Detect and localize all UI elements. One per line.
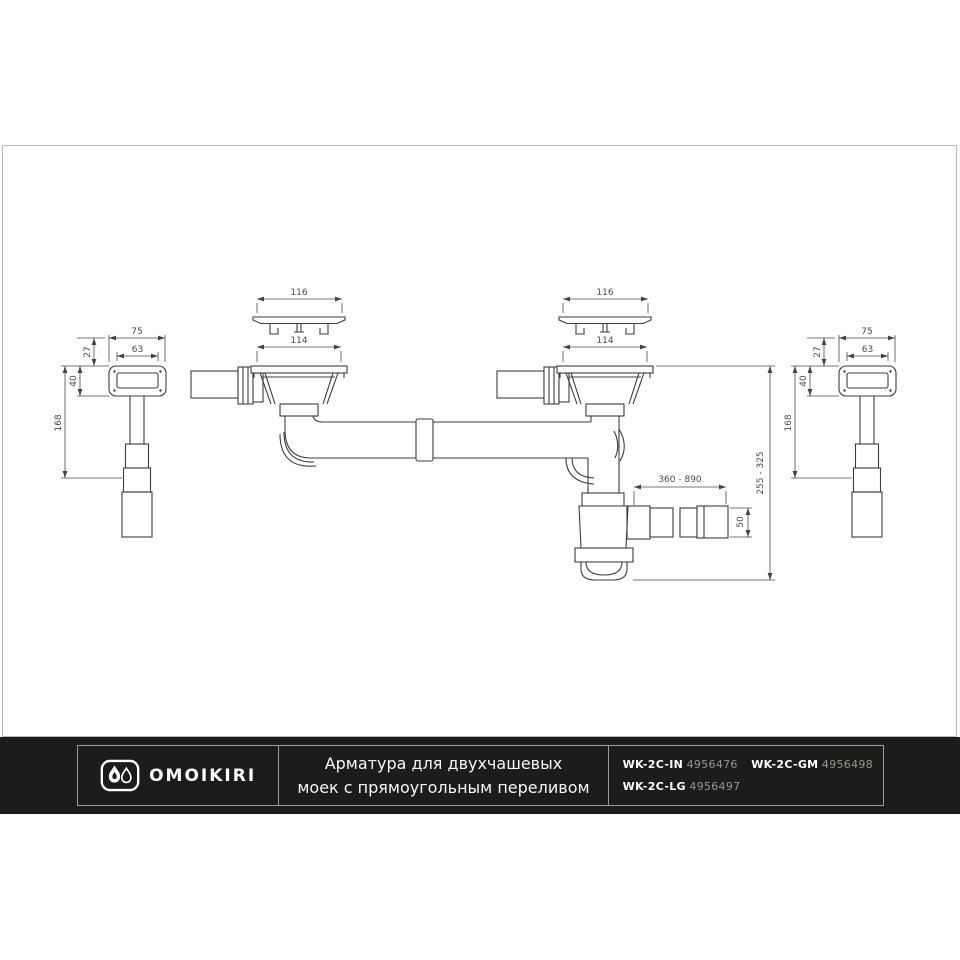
trap-outlet-nut [627, 506, 650, 539]
trap-body [579, 506, 628, 548]
pipe-union-nut [416, 419, 433, 461]
sku-number: 4956497 [689, 779, 741, 793]
dim-overflow-length: 168 [54, 414, 64, 432]
dim-overflow-inner-width: 63 [861, 345, 874, 355]
outlet-dimensions [633, 366, 775, 580]
product-title-line1: Арматура для двухчашевых [324, 753, 563, 773]
code-row-1 [623, 754, 883, 776]
trap-top-nut [582, 493, 624, 506]
dim-cover-diameter: 116 [596, 288, 614, 298]
dim-strainer-diameter: 114 [290, 336, 308, 346]
strainer-right-view [497, 288, 653, 493]
trap-bottom-nut [575, 548, 633, 562]
dim-trap-height: 255 - 325 [756, 451, 766, 495]
footer-box [77, 745, 884, 806]
sku-number: 4956476 [686, 757, 738, 771]
product-title [279, 746, 608, 805]
drain-assembly-diagram [3, 146, 956, 736]
right-tee-bend [566, 416, 624, 493]
dim-hose-diameter: 50 [736, 516, 746, 528]
trap-cup [581, 562, 627, 580]
technical-drawing-panel [2, 145, 957, 737]
dim-overflow-length: 168 [784, 414, 794, 432]
strainer-left-view [191, 288, 347, 466]
brand-name: OMOIKIRI [149, 765, 257, 786]
dim-cover-diameter: 116 [290, 288, 308, 298]
outlet-hose [650, 506, 728, 538]
overflow-pipe-right-view [784, 327, 896, 537]
dim-overflow-width: 75 [131, 327, 143, 337]
dim-hose-length: 360 - 890 [658, 475, 702, 485]
product-footer-bar [0, 737, 960, 814]
hose-end-fitting [697, 506, 728, 538]
product-codes [609, 746, 883, 805]
brand-logo [78, 746, 279, 805]
code-row-2 [623, 776, 751, 798]
dim-strainer-diameter: 114 [596, 336, 614, 346]
siphon-trap [575, 493, 650, 580]
model-code: WK-2C-IN [622, 757, 684, 771]
product-title-line2: моек с прямоугольным переливом [297, 777, 590, 797]
model-code: WK-2C-LG [622, 779, 686, 793]
dim-overflow-lip: 27 [813, 346, 823, 358]
dim-overflow-lip: 27 [83, 346, 93, 358]
overflow-pipe-left-view [54, 327, 166, 537]
model-code: WK-2C-GM [751, 757, 819, 771]
left-elbow [280, 416, 323, 466]
dim-overflow-height: 40 [799, 375, 809, 387]
dim-overflow-width: 75 [861, 327, 873, 337]
dim-overflow-inner-width: 63 [131, 345, 144, 355]
sku-number: 4956498 [821, 757, 873, 771]
dim-overflow-height: 40 [69, 375, 79, 387]
omoikiri-drops-icon [100, 759, 140, 792]
connecting-pipe [311, 419, 591, 461]
